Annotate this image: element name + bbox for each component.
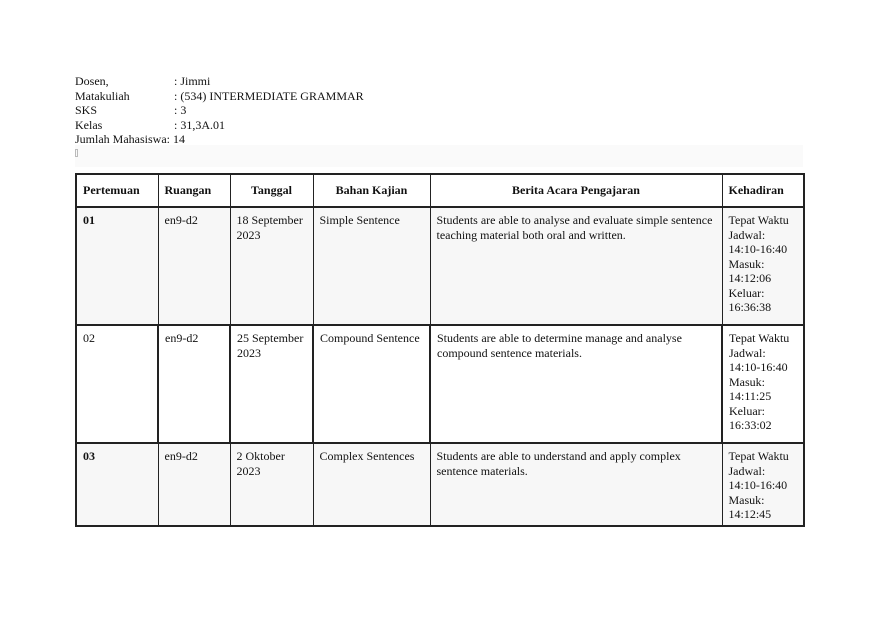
cell-tanggal: 2 Oktober 2023 (230, 443, 313, 526)
kehadiran-line: Masuk: (729, 374, 765, 389)
cell-kehadiran (722, 207, 804, 325)
kehadiran-line: 14:12:45 (728, 507, 772, 521)
kehadiran-line: 14:11:25 (729, 389, 772, 403)
header-kehadiran: Kehadiran (722, 174, 804, 207)
kehadiran-line: Tepat Waktu (729, 331, 790, 345)
table-row (76, 207, 804, 325)
cell-berita-acara: Students are able to determine manage and analyse compound sentence materials. (430, 325, 722, 443)
cell-pertemuan: 03 (76, 443, 158, 526)
kehadiran-line: Jadwal: (729, 345, 766, 360)
header-berita-acara: Berita Acara Pengajaran (430, 174, 722, 207)
kelas-label: Kelas (75, 117, 103, 132)
kehadiran-line: Keluar: (729, 403, 765, 418)
kehadiran-line: Jadwal: (728, 463, 766, 478)
course-info (75, 74, 364, 147)
kehadiran-line: 14:10-16:40 (728, 242, 788, 256)
jumlah-label: Jumlah Mahasiswa (75, 132, 167, 147)
cell-pertemuan: 01 (76, 207, 158, 325)
cell-kehadiran (722, 443, 804, 526)
kehadiran-line: Masuk: (728, 492, 765, 507)
kehadiran-line: 14:10-16:40 (728, 478, 788, 492)
dosen-row (75, 74, 364, 89)
cell-kehadiran (722, 325, 804, 443)
matakuliah-label: Matakuliah (75, 88, 130, 103)
header-bahan-kajian: Bahan Kajian (313, 174, 430, 207)
sks-value: : 3 (174, 103, 187, 118)
cell-ruangan: en9-d2 (158, 207, 230, 325)
kehadiran-line: 16:36:38 (728, 300, 772, 314)
matakuliah-value: : (534) INTERMEDIATE GRAMMAR (174, 88, 364, 103)
kehadiran-line: Jadwal: (728, 227, 766, 242)
placeholder-glyph-icon (75, 149, 78, 157)
cell-tanggal: 25 September 2023 (230, 325, 313, 443)
sks-label: SKS (75, 103, 98, 118)
table-header-row (76, 174, 804, 207)
cell-berita-acara: Students are able to analyse and evaluate simple sentence teaching material both oral and written. (430, 207, 722, 325)
dosen-value: : Jimmi (174, 74, 211, 88)
blank-band (75, 145, 803, 167)
table-row (76, 325, 804, 443)
cell-tanggal: 18 September 2023 (230, 207, 313, 325)
cell-ruangan: en9-d2 (158, 443, 230, 526)
header-tanggal: Tanggal (230, 174, 313, 207)
cell-bahan-kajian: Complex Sentences (313, 443, 430, 526)
cell-bahan-kajian: Compound Sentence (313, 325, 430, 443)
header-pertemuan: Pertemuan (76, 174, 158, 207)
kehadiran-line: Tepat Waktu (728, 213, 789, 227)
dosen-label: Dosen, (75, 74, 109, 88)
jumlah-row (75, 132, 364, 147)
matakuliah-row (75, 89, 364, 104)
kehadiran-line: 14:12:06 (728, 271, 772, 285)
cell-ruangan: en9-d2 (158, 325, 230, 443)
kehadiran-line: Masuk: (728, 256, 765, 271)
sks-row (75, 103, 364, 118)
cell-berita-acara: Students are able to understand and apply complex sentence materials. (430, 443, 722, 526)
kehadiran-line: 16:33:02 (729, 418, 772, 432)
header-ruangan: Ruangan (158, 174, 230, 207)
kehadiran-line: Keluar: (728, 285, 765, 300)
jumlah-value: : 14 (166, 132, 185, 147)
kehadiran-line: 14:10-16:40 (729, 360, 788, 374)
cell-pertemuan: 02 (76, 325, 158, 443)
kelas-value: : 31,3A.01 (174, 117, 225, 132)
table-row (76, 443, 804, 526)
kehadiran-line: Tepat Waktu (728, 449, 789, 463)
attendance-table (75, 173, 805, 527)
cell-bahan-kajian: Simple Sentence (313, 207, 430, 325)
kelas-row (75, 118, 364, 133)
